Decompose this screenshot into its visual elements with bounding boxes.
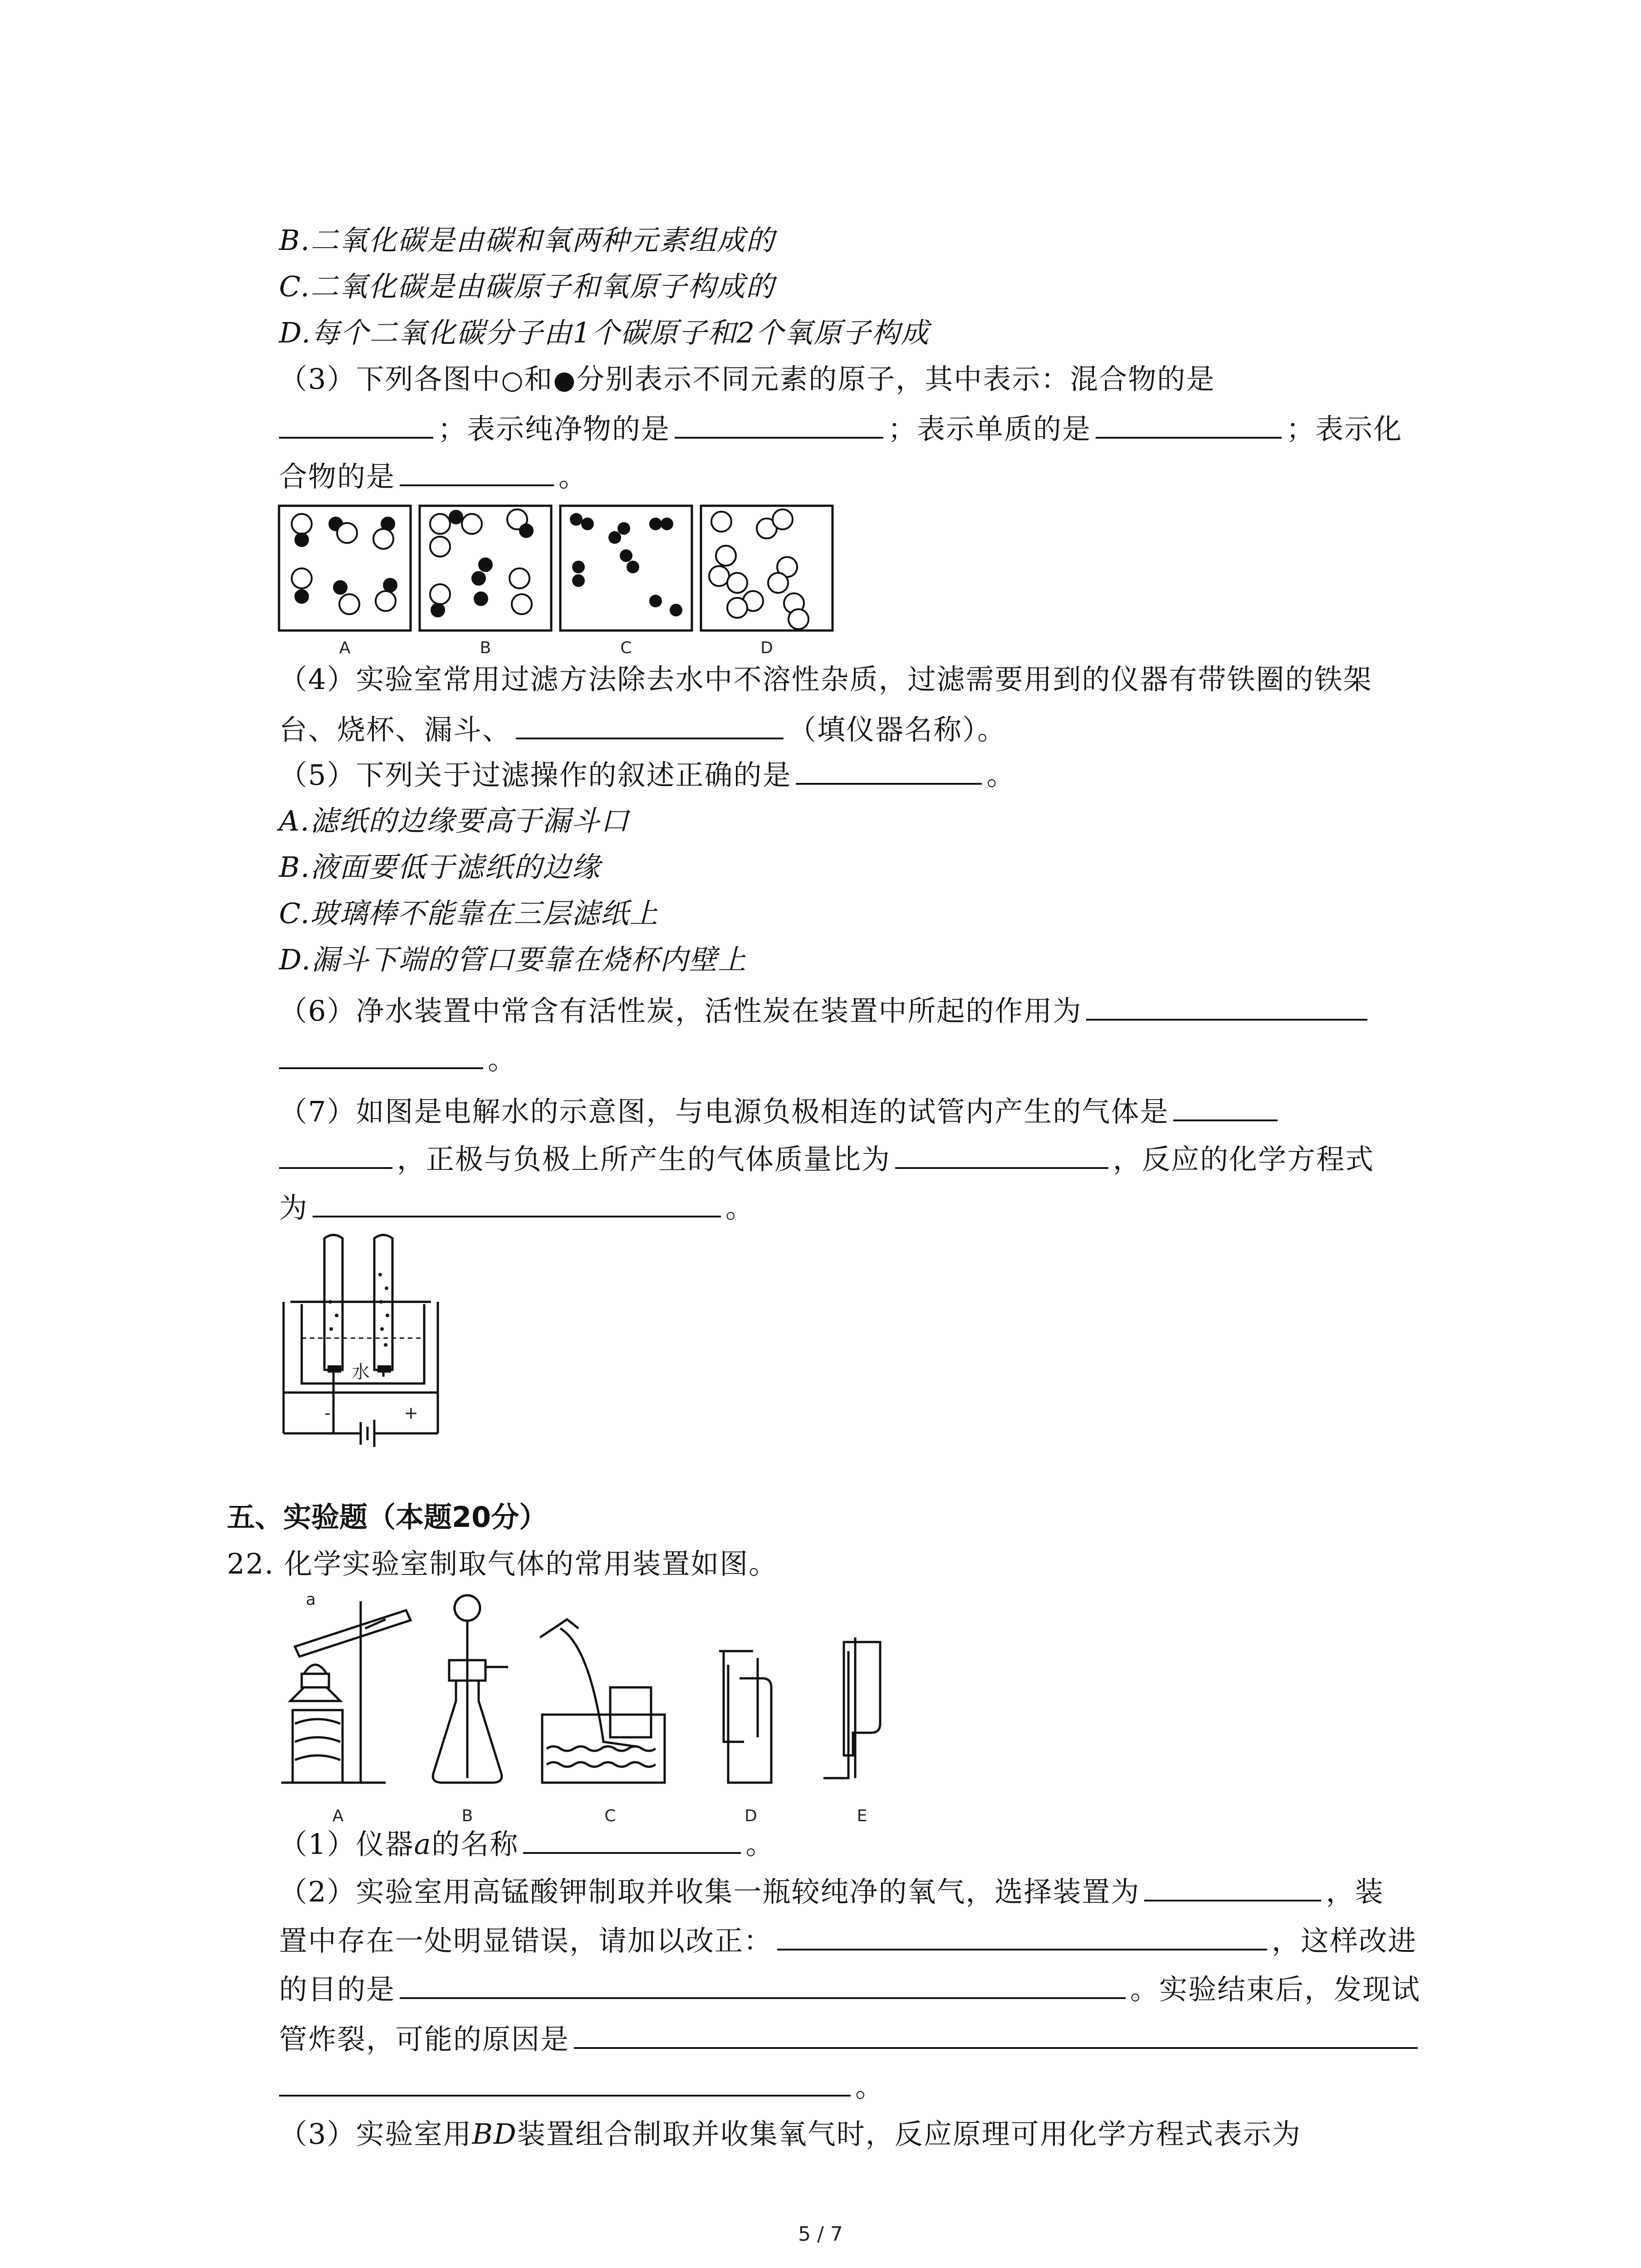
apparatus-label-d: D [745,1807,757,1825]
part5-option-a: A.滤纸的边缘要高于漏斗口 [279,804,630,837]
answer-blank-filtration[interactable] [796,757,982,785]
q22-part2-line5: 。 [279,2068,884,2105]
answer-blank-mixture[interactable] [279,411,433,439]
answer-blank-carbon-role-2[interactable] [279,1041,483,1069]
option-b: B.二氧化碳是由碳和氧两种元素组成的 [279,224,775,257]
part4-line2: 台、烧杯、漏斗、 （填仪器名称）。 [279,711,1006,748]
particle-diagram [277,503,839,667]
particle-label-d: D [760,639,773,657]
answer-blank-element[interactable] [1096,411,1282,439]
part3-line2: ；表示纯净物的是 ；表示单质的是 ；表示化 [279,411,1402,447]
part5-stem: （5）下列关于过滤操作的叙述正确的是 。 [279,757,1015,793]
box-d-particles [709,509,808,629]
answer-blank-instrument[interactable] [516,711,784,739]
answer-blank-crack-reason-2[interactable] [279,2068,851,2097]
part5-option-c: C.玻璃棒不能靠在三层滤纸上 [279,897,659,930]
filled-circle-icon: ● [553,366,577,395]
answer-blank-gas-2[interactable] [279,1141,392,1169]
answer-blank-compound[interactable] [400,458,554,486]
part7-line1: （7）如图是电解水的示意图，与电源负极相连的试管内产生的气体是 [279,1093,1282,1130]
part4-line1: （4）实验室常用过滤方法除去水中不溶性杂质，过滤需要用到的仪器有带铁圈的铁架 [279,663,1372,696]
gas-apparatus-diagram [277,1592,921,1828]
particle-label-c: C [620,639,632,657]
answer-blank-equation[interactable] [313,1189,721,1217]
q22-part1: （1）仪器a的名称 。 [279,1826,774,1862]
q22-part3: （3）实验室用BD装置组合制取并收集氧气时，反应原理可用化学方程式表示为 [279,2117,1301,2151]
answer-blank-crack-reason-1[interactable] [574,2021,1418,2049]
answer-blank-mass-ratio[interactable] [895,1141,1108,1169]
plus-label: + [404,1403,418,1423]
part5-option-b: B.液面要低于滤纸的边缘 [279,850,601,884]
part6-line2: 。 [279,1041,517,1078]
answer-blank-device[interactable] [1144,1873,1321,1901]
apparatus-label-c: C [604,1807,616,1825]
box-b-particles [430,509,533,616]
apparatus-label-b: B [461,1807,473,1825]
hollow-circle-icon: ○ [501,366,524,395]
answer-blank-carbon-role-1[interactable] [1086,992,1367,1021]
apparatus-label-e: E [857,1807,867,1825]
apparatus-a-mark: a [305,1592,316,1609]
option-d: D.每个二氧化碳分子由1个碳原子和2个氧原子构成 [279,316,930,349]
part7-line3: 为 。 [279,1189,754,1226]
answer-blank-pure[interactable] [675,411,883,439]
part6-line1: （6）净水装置中常含有活性炭，活性炭在装置中所起的作用为 [279,992,1372,1029]
part7-line2: ，正极与负极上所产生的气体质量比为 ，反应的化学方程式 [279,1141,1374,1178]
section-title: 五、实验题（本题20分） [227,1501,548,1534]
q22-part2-line2: 置中存在一处明显错误，请加以改正： ，这样改进 [279,1922,1417,1959]
part5-option-d: D.漏斗下端的管口要靠在烧杯内壁上 [279,943,747,976]
answer-blank-correction[interactable] [777,1922,1267,1950]
q22-part2-line3: 的目的是 。实验结束后，发现试 [279,1971,1421,2008]
answer-blank-instrument-a[interactable] [523,1826,741,1854]
question-22-stem: 22. 化学实验室制取气体的常用装置如图。 [227,1547,778,1580]
particle-label-b: B [480,639,491,657]
part3-line3: 合物的是 。 [279,458,588,495]
part3-line1: （3）下列各图中○和●分别表示不同元素的原子，其中表示：混合物的是 [279,362,1215,396]
minus-label: - [324,1403,331,1423]
apparatus-label-a: A [332,1807,344,1825]
answer-blank-gas[interactable] [1173,1093,1278,1121]
electrolysis-diagram [281,1234,454,1452]
box-c-particles [570,513,682,616]
q22-part2-line1: （2）实验室用高锰酸钾制取并收集一瓶较纯净的氧气，选择装置为 ，装 [279,1873,1384,1910]
q22-part2-line4: 管炸裂，可能的原因是 [279,2021,1422,2058]
answer-blank-purpose[interactable] [400,1971,1126,1999]
water-label: 水 [352,1362,370,1383]
particle-label-a: A [339,639,351,657]
box-a-particles [292,514,397,614]
page-number: 5 / 7 [798,2223,843,2246]
option-c: C.二氧化碳是由碳原子和氧原子构成的 [279,270,775,303]
